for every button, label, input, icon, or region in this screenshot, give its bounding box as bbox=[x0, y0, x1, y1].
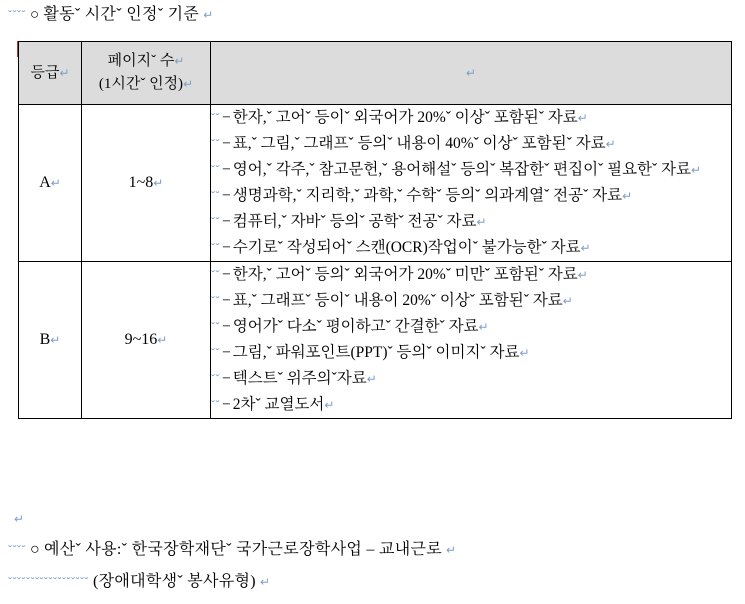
column-header-pages-label: 페이지ˇ 수 bbox=[107, 53, 175, 69]
list-item bbox=[211, 314, 731, 340]
paragraph-mark-icon: ↵ bbox=[50, 333, 61, 347]
paragraph-mark-icon: ↵ bbox=[562, 294, 573, 308]
format-marks: ˇˇ bbox=[211, 320, 220, 334]
list-item bbox=[211, 157, 731, 183]
table-header-row bbox=[19, 42, 732, 105]
blank-paragraph bbox=[14, 512, 24, 528]
format-marks: ˇˇ bbox=[211, 268, 220, 282]
dash-bullet: − bbox=[222, 318, 231, 335]
paragraph-mark-icon: ↵ bbox=[174, 54, 185, 68]
paragraph-mark-icon: ↵ bbox=[605, 137, 616, 151]
budget-usage-line bbox=[8, 538, 456, 562]
paragraph-mark-icon: ↵ bbox=[577, 111, 588, 125]
dash-bullet: − bbox=[222, 370, 231, 387]
format-marks: ˇˇˇˇ bbox=[8, 8, 26, 22]
paragraph-mark-icon: ↵ bbox=[59, 65, 70, 80]
format-marks: ˇˇ bbox=[211, 294, 220, 308]
format-marks: ˇˇ bbox=[211, 372, 220, 386]
list-item bbox=[211, 262, 731, 288]
paragraph-mark-icon: ↵ bbox=[446, 543, 457, 557]
list-item bbox=[211, 105, 731, 131]
table-row bbox=[19, 105, 732, 262]
list-item bbox=[211, 209, 731, 235]
dash-bullet: − bbox=[222, 239, 231, 256]
paragraph-mark-icon: ↵ bbox=[366, 372, 377, 386]
list-item-text: 한자,ˇ 고어ˇ 등이ˇ 외국어가 20%ˇ 이상ˇ 포함된ˇ 자료 bbox=[232, 109, 578, 126]
grade-value: A bbox=[39, 174, 51, 191]
column-header-grade bbox=[19, 42, 82, 105]
section-heading-text: 활동ˇ 시간ˇ 인정ˇ 기준 bbox=[43, 6, 200, 23]
paragraph-mark-icon: ↵ bbox=[50, 176, 61, 190]
cell-pages-a bbox=[82, 105, 211, 262]
paragraph-mark-icon: ↵ bbox=[622, 189, 633, 203]
list-item bbox=[211, 288, 731, 314]
dash-bullet: − bbox=[222, 213, 231, 230]
paragraph-mark-icon: ↵ bbox=[519, 346, 530, 360]
format-marks: ˇˇ bbox=[211, 111, 220, 125]
column-header-pages-line2 bbox=[82, 73, 210, 96]
list-item-text: 텍스트ˇ 위주의ˇ자료 bbox=[232, 370, 367, 387]
table-body bbox=[19, 105, 732, 419]
list-item-text: 표,ˇ 그래프ˇ 등이ˇ 내용이 20%ˇ 이상ˇ 포함된ˇ 자료 bbox=[232, 292, 563, 309]
cell-description-a bbox=[211, 105, 732, 262]
paragraph-mark-icon: ↵ bbox=[691, 163, 702, 177]
format-marks: ˇˇ bbox=[211, 241, 220, 255]
grade-value: B bbox=[39, 331, 51, 348]
paragraph-mark-icon: ↵ bbox=[580, 241, 591, 255]
format-marks: ˇˇ bbox=[211, 346, 220, 360]
list-item-text: 수기로ˇ 작성되어ˇ 스캔(OCR)작업이ˇ 불가능한ˇ 자료 bbox=[232, 239, 581, 256]
list-item-text: 2차ˇ 교열도서 bbox=[232, 396, 325, 413]
format-marks: ˇˇˇˇ bbox=[8, 543, 26, 557]
paragraph-mark-icon: ↵ bbox=[153, 176, 164, 190]
bullet-circle-icon: ○ bbox=[29, 541, 40, 558]
list-item-text: 표,ˇ 그림,ˇ 그래프ˇ 등의ˇ 내용이 40%ˇ 이상ˇ 포함된ˇ 자료 bbox=[232, 135, 606, 152]
list-item bbox=[211, 131, 731, 157]
format-marks: ˇˇˇˇˇˇˇˇˇˇˇˇˇˇˇˇˇˇ bbox=[8, 575, 89, 589]
cell-grade-a bbox=[19, 105, 82, 262]
paragraph-mark-icon: ↵ bbox=[465, 65, 477, 80]
budget-usage-text: 예산ˇ 사용:ˇ 한국장학재단ˇ 국가근로장학사업 – 교내근로 bbox=[43, 541, 443, 558]
pages-value: 1~8 bbox=[128, 174, 154, 191]
list-item-text: 한자,ˇ 고어ˇ 등의ˇ 외국어가 20%ˇ 미만ˇ 포함된ˇ 자료 bbox=[232, 266, 578, 283]
format-marks: ˇˇ bbox=[211, 189, 220, 203]
paragraph-mark-icon: ↵ bbox=[259, 575, 270, 589]
table-row bbox=[19, 262, 732, 419]
format-marks: ˇˇ bbox=[211, 163, 220, 177]
cell-grade-b bbox=[19, 262, 82, 419]
dash-bullet: − bbox=[222, 135, 231, 152]
paragraph-mark-icon: ↵ bbox=[478, 320, 489, 334]
paragraph-mark-icon: ↵ bbox=[203, 8, 214, 22]
list-item bbox=[211, 366, 731, 392]
table-header bbox=[19, 42, 732, 105]
dash-bullet: − bbox=[222, 396, 231, 413]
paragraph-mark-icon: ↵ bbox=[14, 512, 25, 526]
section-heading-activity-criteria bbox=[8, 4, 213, 26]
column-header-pages-sublabel: (1시간ˇ 인정) bbox=[98, 76, 184, 92]
dash-bullet: − bbox=[222, 109, 231, 126]
paragraph-mark-icon: ↵ bbox=[183, 77, 194, 91]
column-header-pages bbox=[82, 42, 211, 105]
list-item-text: 컴퓨터,ˇ 자바ˇ 등의ˇ 공학ˇ 전공ˇ 자료 bbox=[232, 213, 477, 230]
format-marks: ˇˇ bbox=[211, 137, 220, 151]
list-item bbox=[211, 340, 731, 366]
list-item bbox=[211, 235, 731, 261]
paragraph-mark-icon: ↵ bbox=[324, 398, 335, 412]
budget-usage-subtext: (장애대학생ˇ 봉사유형) bbox=[92, 573, 256, 590]
list-item-text: 영어가ˇ 다소ˇ 평이하고ˇ 간결한ˇ 자료 bbox=[232, 318, 479, 335]
list-item-text: 생명과학,ˇ 지리학,ˇ 과학,ˇ 수학ˇ 등의ˇ 의과계열ˇ 전공ˇ 자료 bbox=[232, 187, 623, 204]
list-item bbox=[211, 183, 731, 209]
budget-usage-subline bbox=[8, 570, 270, 594]
paragraph-mark-icon: ↵ bbox=[157, 333, 168, 347]
dash-bullet: − bbox=[222, 161, 231, 178]
dash-bullet: − bbox=[222, 266, 231, 283]
bullet-circle-icon: ○ bbox=[29, 7, 40, 23]
paragraph-mark-icon: ↵ bbox=[577, 268, 588, 282]
column-header-description bbox=[211, 42, 732, 105]
dash-bullet: − bbox=[222, 344, 231, 361]
format-marks: ˇˇ bbox=[211, 398, 220, 412]
format-marks: ˇˇ bbox=[211, 215, 220, 229]
cell-pages-b bbox=[82, 262, 211, 419]
activity-criteria-table bbox=[18, 41, 732, 419]
dash-bullet: − bbox=[222, 187, 231, 204]
cell-description-b bbox=[211, 262, 732, 419]
column-header-grade-label: 등급 bbox=[30, 64, 60, 81]
column-header-pages-line1 bbox=[82, 50, 210, 73]
paragraph-mark-icon: ↵ bbox=[476, 215, 487, 229]
pages-value: 9~16 bbox=[124, 331, 158, 348]
list-item bbox=[211, 392, 731, 418]
list-item-text: 그림,ˇ 파워포인트(PPT)ˇ 등의ˇ 이미지ˇ 자료 bbox=[232, 344, 520, 361]
list-item-text: 영어,ˇ 각주,ˇ 참고문헌,ˇ 용어해설ˇ 등의ˇ 복잡한ˇ 편집이ˇ 필요한ˇ 자료 bbox=[232, 161, 691, 178]
dash-bullet: − bbox=[222, 292, 231, 309]
